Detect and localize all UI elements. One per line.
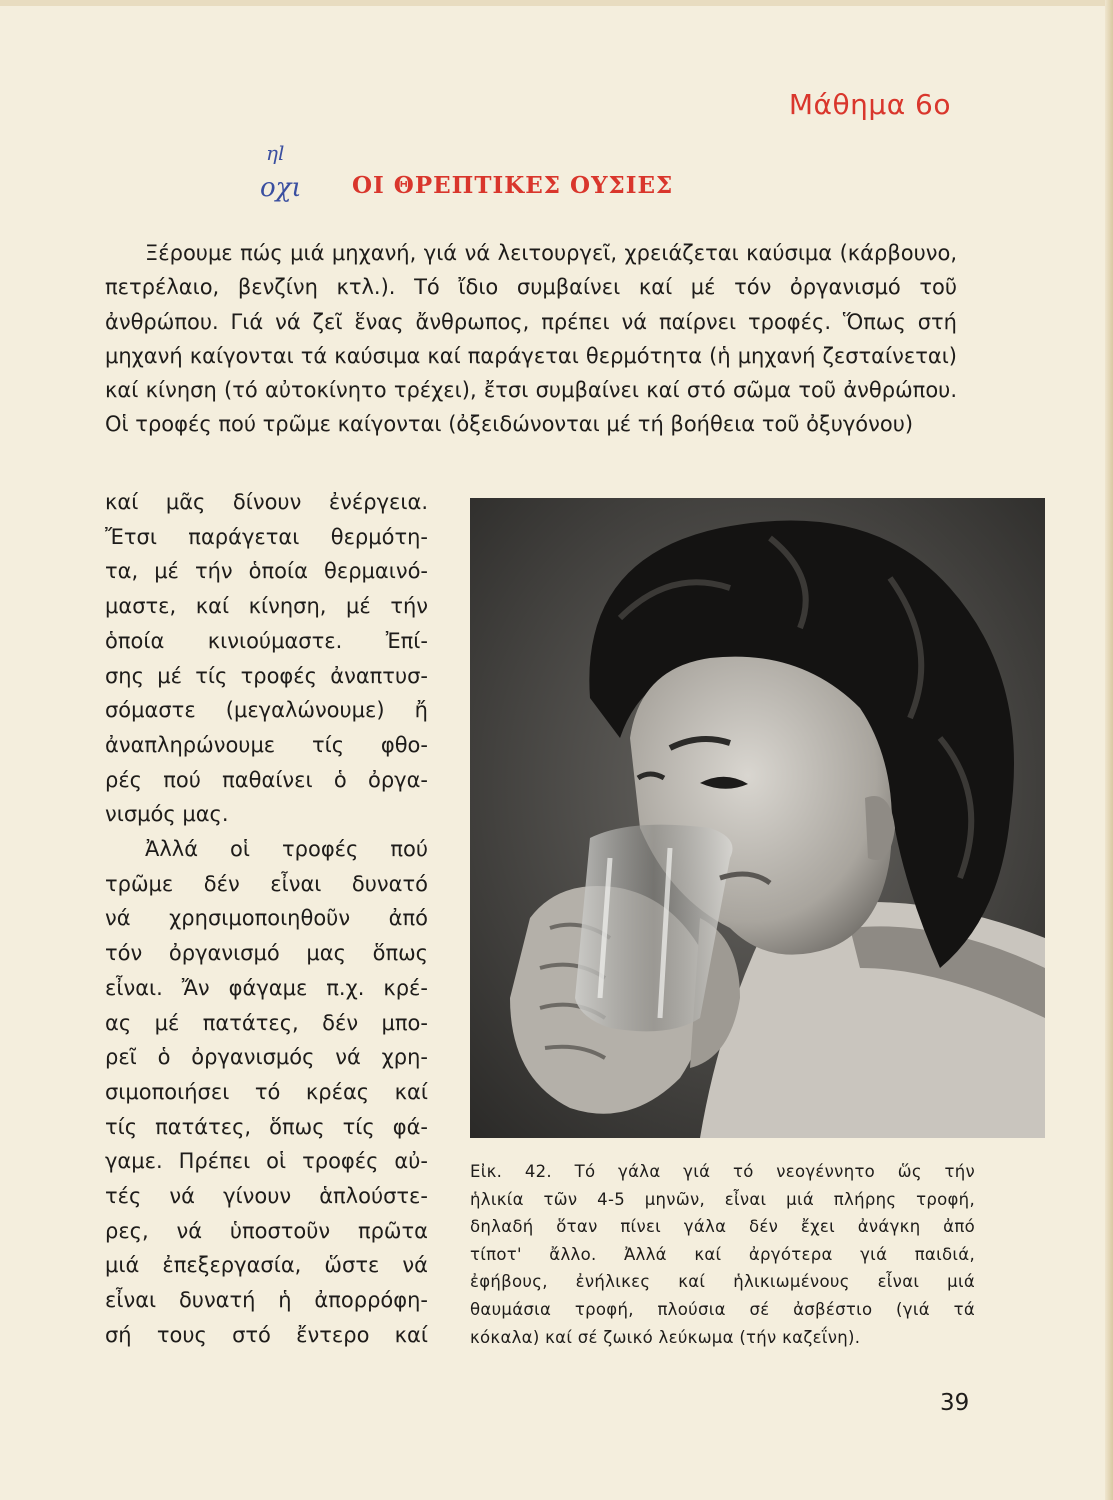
column-line: τρῶμε δέν εἶναι δυνατό [105, 871, 428, 896]
column-line: ρεῖ ὁ ὀργανισμός νά χρη- [105, 1045, 428, 1070]
handnote-bottom: οχι [260, 173, 302, 203]
column-line: καί μᾶς δίνουν ἐνέργεια. [105, 490, 428, 514]
column-line: τές νά γίνουν ἁπλούστε- [105, 1184, 428, 1209]
caption-line: ἡλικία τῶν 4-5 μηνῶν, εἶναι μιά πλήρης τροφή, [470, 1189, 975, 1209]
column-line: μιά ἐπεξεργασία, ὥστε νά [105, 1253, 428, 1278]
figure-caption [470, 1158, 975, 1351]
column-line: μαστε, καί κίνηση, μέ τήν [105, 594, 428, 619]
column-line: τα, μέ τήν ὁποία θερμαινό- [105, 559, 428, 584]
column-line: τίς πατάτες, ὅπως τίς φά- [105, 1114, 428, 1139]
column-line: ἀναπληρώνουμε τίς φθο- [105, 732, 428, 757]
caption-line: τίποτ' ἄλλο. Ἀλλά καί ἀργότερα γιά παιδιά, [470, 1244, 975, 1264]
column-line: Ἔτσι παράγεται θερμότη- [105, 524, 428, 549]
column-line: νισμός μας. [105, 802, 229, 827]
photo-illustration [470, 498, 1045, 1138]
column-line: ρες, νά ὑποστοῦν πρῶτα [105, 1218, 428, 1243]
column-line: σή τους στό ἔντερο καί [105, 1322, 428, 1347]
caption-line: θαυμάσια τροφή, πλούσια σέ ἀσβέστιο (γιά τά [470, 1299, 975, 1319]
column-line: Ἀλλά οἱ τροφές πού [145, 837, 428, 862]
column-line: σιμοποιήσει τό κρέας καί [105, 1079, 428, 1104]
column-line: ας μέ πατάτες, δέν μπο- [105, 1010, 428, 1035]
column-line: σης μέ τίς τροφές ἀναπτυσ- [105, 663, 428, 688]
caption-line: ἐφήβους, ἐνήλικες καί ἡλικιωμένους εἶναι μιά [470, 1272, 975, 1292]
handnote-top: ηl [266, 141, 285, 165]
text-column [105, 485, 428, 1353]
column-line: ρές πού παθαίνει ὁ ὀργα- [105, 767, 428, 792]
child-drinking-milk-photo [470, 498, 1045, 1138]
column-line: γαμε. Πρέπει οἱ τροφές αὐ- [105, 1149, 428, 1174]
intro-paragraph [105, 236, 957, 442]
page-edge-top [0, 0, 1113, 6]
column-line: σόμαστε (μεγαλώνουμε) ἤ [105, 698, 428, 723]
column-line: τόν ὀργανισμό μας ὅπως [105, 941, 428, 966]
caption-line: Εἰκ. 42. Τό γάλα γιά τό νεογέννητο ὥς τήν [470, 1162, 975, 1181]
column-line: εἶναι δυνατή ἡ ἀπορρόφη- [105, 1288, 428, 1313]
handwritten-note [258, 138, 328, 218]
intro-paragraph-text: Ξέρουμε πώς μιά μηχανή, γιά νά λειτουργεῖ, χρειάζεται καύσιμα (κάρβουνο, πετρέλαιο, βενζίνη κτλ.). Τό ἴδιο συμβαίνει καί μέ τόν ὀργανισμό τοῦ ἀνθρώπου. Γιά νά ζεῖ ἕνας ἄνθρωπος, πρέπει νά παίρνει τροφές. Ὅπως στή μηχανή καίγονται τά καύσιμα καί παράγεται θερμότητα (ἡ μηχανή ζεσταίνεται) καί κίνηση (τό αὐτοκίνητο τρέχει), ἔτσι συμβαίνει καί στό σῶμα τοῦ ἀνθρώπου. Οἱ τροφές πού τρῶμε καίγονται (ὀξειδώνονται μέ τή βοήθεια τοῦ ὀξυγόνου) [105, 241, 957, 437]
lesson-header: Μάθημα 6ο [788, 88, 951, 121]
column-line: εἶναι. Ἄν φάγαμε π.χ. κρέ- [105, 975, 428, 1000]
lesson-title: ΟΙ ΘΡΕΠΤΙΚΕΣ ΟΥΣΙΕΣ [352, 172, 674, 199]
caption-line: δηλαδή ὅταν πίνει γάλα δέν ἔχει ἀνάγκη ἀπό [470, 1217, 975, 1237]
column-line: ὁποία κινιούμαστε. Ἐπί- [105, 628, 428, 653]
column-line: νά χρησιμοποιηθοῦν ἀπό [105, 906, 428, 931]
page-number: 39 [940, 1390, 970, 1416]
page-edge-right [1105, 0, 1113, 1500]
caption-line: κόκαλα) καί σέ ζωικό λεύκωμα (τήν καζεΐνη). [470, 1327, 861, 1347]
